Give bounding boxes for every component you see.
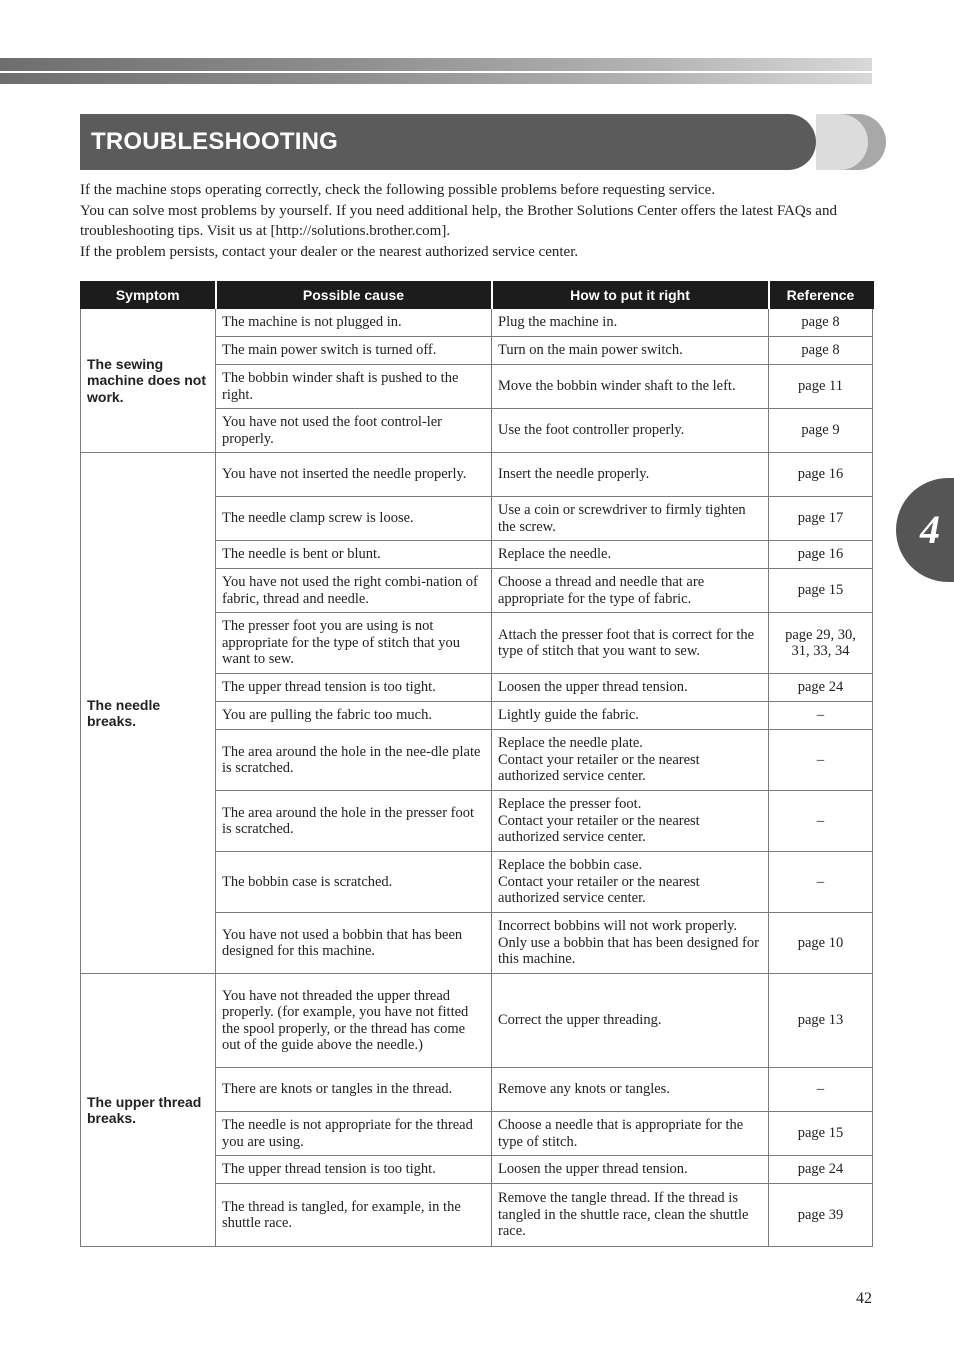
symptom-cell: The needle breaks. <box>81 453 216 974</box>
intro-line-3: If the problem persists, contact your dealer or the nearest authorized service center. <box>80 243 579 260</box>
table-row <box>81 974 873 1068</box>
reference-cell: page 8 <box>769 309 873 337</box>
reference-cell: page 16 <box>769 541 873 569</box>
reference-cell: page 15 <box>769 1112 873 1156</box>
table-header-row <box>81 282 873 309</box>
header-possible-cause: Possible cause <box>216 282 492 309</box>
table-body <box>81 309 873 1247</box>
fix-cell: Incorrect bobbins will not work properly. Only use a bobbin that has been designed for this machine. <box>492 913 769 974</box>
fix-cell: Attach the presser foot that is correct for the type of stitch that you want to sew. <box>492 613 769 674</box>
cause-cell: The main power switch is turned off. <box>216 337 492 365</box>
cause-cell: You have not inserted the needle properly. <box>216 453 492 497</box>
table-row <box>81 309 873 337</box>
cause-cell: The bobbin case is scratched. <box>216 852 492 913</box>
fix-cell: Move the bobbin winder shaft to the left. <box>492 365 769 409</box>
reference-cell: page 16 <box>769 453 873 497</box>
cause-cell: The machine is not plugged in. <box>216 309 492 337</box>
cause-cell: You have not used the foot control-ler properly. <box>216 409 492 453</box>
chapter-number: 4 <box>920 507 940 552</box>
cause-cell: The upper thread tension is too tight. <box>216 1156 492 1184</box>
reference-cell: page 13 <box>769 974 873 1068</box>
fix-cell: Correct the upper threading. <box>492 974 769 1068</box>
reference-cell: page 10 <box>769 913 873 974</box>
reference-cell: page 39 <box>769 1184 873 1247</box>
cause-cell: The upper thread tension is too tight. <box>216 674 492 702</box>
cause-cell: The presser foot you are using is not appropriate for the type of stitch that you want to sew. <box>216 613 492 674</box>
cause-cell: The needle clamp screw is loose. <box>216 497 492 541</box>
intro-line-2: You can solve most problems by yourself. If you need additional help, the Brother Solutions Center offers the latest FAQs and troubleshooting tips. Visit us at [http://solutions.brother.com]. <box>80 202 837 239</box>
fix-cell: Choose a needle that is appropriate for the type of stitch. <box>492 1112 769 1156</box>
troubleshooting-table <box>80 281 874 1247</box>
fix-cell: Replace the needle. <box>492 541 769 569</box>
section-title-bar <box>80 114 870 170</box>
table-row <box>81 453 873 497</box>
fix-cell: Loosen the upper thread tension. <box>492 674 769 702</box>
reference-cell: page 8 <box>769 337 873 365</box>
reference-cell: page 15 <box>769 569 873 613</box>
fix-cell: Insert the needle properly. <box>492 453 769 497</box>
symptom-cell: The upper thread breaks. <box>81 974 216 1247</box>
intro-text <box>80 180 880 262</box>
cause-cell: The needle is bent or blunt. <box>216 541 492 569</box>
chapter-tab <box>896 478 954 582</box>
fix-cell: Loosen the upper thread tension. <box>492 1156 769 1184</box>
reference-cell: – <box>769 852 873 913</box>
reference-cell: page 9 <box>769 409 873 453</box>
fix-cell: Lightly guide the fabric. <box>492 702 769 730</box>
top-gradient-band <box>0 58 872 84</box>
fix-cell: Replace the bobbin case. Contact your retailer or the nearest authorized service center. <box>492 852 769 913</box>
fix-cell: Plug the machine in. <box>492 309 769 337</box>
reference-cell: page 24 <box>769 674 873 702</box>
cause-cell: You have not threaded the upper thread properly. (for example, you have not fitted the spool properly, or the thread has come out of the guide above the needle.) <box>216 974 492 1068</box>
fix-cell: Use a coin or screwdriver to firmly tighten the screw. <box>492 497 769 541</box>
reference-cell: page 29, 30, 31, 33, 34 <box>769 613 873 674</box>
fix-cell: Use the foot controller properly. <box>492 409 769 453</box>
reference-cell: – <box>769 702 873 730</box>
reference-cell: – <box>769 1068 873 1112</box>
reference-cell: page 11 <box>769 365 873 409</box>
cause-cell: You have not used the right combi-nation of fabric, thread and needle. <box>216 569 492 613</box>
header-reference: Reference <box>769 282 873 309</box>
cause-cell: You are pulling the fabric too much. <box>216 702 492 730</box>
cause-cell: The area around the hole in the nee-dle plate is scratched. <box>216 730 492 791</box>
cause-cell: The bobbin winder shaft is pushed to the right. <box>216 365 492 409</box>
reference-cell: page 24 <box>769 1156 873 1184</box>
cause-cell: There are knots or tangles in the thread. <box>216 1068 492 1112</box>
fix-cell: Remove any knots or tangles. <box>492 1068 769 1112</box>
intro-line-1: If the machine stops operating correctly, check the following possible problems before requesting service. <box>80 182 716 198</box>
reference-cell: – <box>769 730 873 791</box>
page-number: 42 <box>856 1290 872 1307</box>
header-how-to-fix: How to put it right <box>492 282 769 309</box>
fix-cell: Remove the tangle thread. If the thread is tangled in the shuttle race, clean the shuttle race. <box>492 1184 769 1247</box>
fix-cell: Replace the presser foot. Contact your retailer or the nearest authorized service center. <box>492 791 769 852</box>
header-symptom: Symptom <box>81 282 216 309</box>
cause-cell: The thread is tangled, for example, in the shuttle race. <box>216 1184 492 1247</box>
fix-cell: Choose a thread and needle that are appropriate for the type of fabric. <box>492 569 769 613</box>
fix-cell: Replace the needle plate. Contact your retailer or the nearest authorized service center. <box>492 730 769 791</box>
reference-cell: – <box>769 791 873 852</box>
cause-cell: You have not used a bobbin that has been designed for this machine. <box>216 913 492 974</box>
cause-cell: The area around the hole in the presser foot is scratched. <box>216 791 492 852</box>
fix-cell: Turn on the main power switch. <box>492 337 769 365</box>
cause-cell: The needle is not appropriate for the thread you are using. <box>216 1112 492 1156</box>
page-title: TROUBLESHOOTING <box>91 128 338 155</box>
reference-cell: page 17 <box>769 497 873 541</box>
symptom-cell: The sewing machine does not work. <box>81 309 216 453</box>
